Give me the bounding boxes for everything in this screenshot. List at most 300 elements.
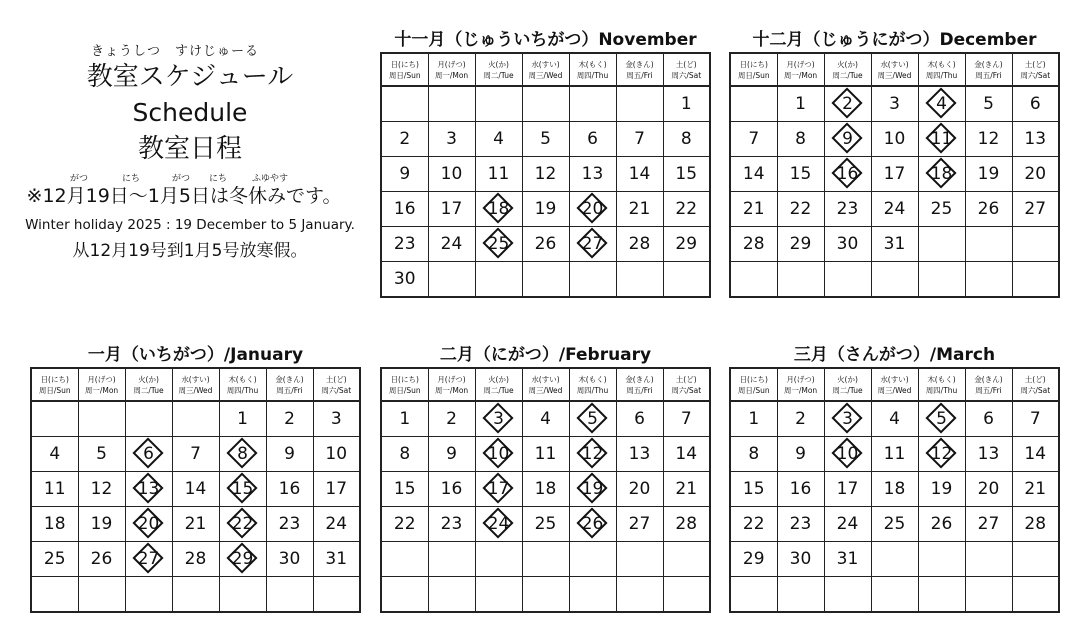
ruby-nichi-1: にち <box>122 174 141 184</box>
day-cell <box>871 86 918 122</box>
day-cell <box>616 437 663 472</box>
day-number: 6 <box>587 129 598 149</box>
empty-cell <box>31 577 78 613</box>
day-cell <box>824 542 871 577</box>
day-cell <box>616 401 663 437</box>
weekday-name: 火(か) <box>488 374 509 384</box>
empty-cell <box>616 577 663 613</box>
day-number: 28 <box>675 514 698 534</box>
empty-cell <box>1012 227 1059 262</box>
day-number: 20 <box>137 514 160 534</box>
week-row <box>730 157 1059 192</box>
day-number: 11 <box>534 444 557 464</box>
day-cell <box>663 437 710 472</box>
day-number: 16 <box>440 479 463 499</box>
day-number: 3 <box>889 94 900 114</box>
day-number: 16 <box>836 164 859 184</box>
day-number: 22 <box>675 199 698 219</box>
day-cell <box>31 542 78 577</box>
empty-cell <box>918 262 965 298</box>
weekday-name: 金(きん) <box>974 59 1003 69</box>
week-row <box>31 472 360 507</box>
week-row <box>31 507 360 542</box>
empty-cell <box>428 262 475 298</box>
weekday-header <box>172 368 219 401</box>
weekday-header-row <box>730 368 1059 401</box>
weekday-name-translation: 周二/Tue <box>483 385 514 395</box>
day-cell <box>569 507 616 542</box>
weekday-header <box>522 368 569 401</box>
day-cell <box>381 122 428 157</box>
day-cell <box>522 401 569 437</box>
day-cell <box>475 437 522 472</box>
weekday-name-translation: 周二/Tue <box>832 70 863 80</box>
weekday-name-translation: 周五/Fri <box>626 70 653 80</box>
day-number: 5 <box>540 129 551 149</box>
weekday-name-translation: 周六/Sat <box>671 385 702 395</box>
day-cell <box>31 437 78 472</box>
empty-cell <box>965 542 1012 577</box>
day-number: 13 <box>1024 129 1047 149</box>
day-cell <box>663 507 710 542</box>
weekday-name: 水(すい) <box>880 374 909 384</box>
day-cell <box>918 507 965 542</box>
day-number: 26 <box>534 234 557 254</box>
day-cell <box>965 157 1012 192</box>
day-cell <box>616 192 663 227</box>
day-cell <box>569 192 616 227</box>
day-cell <box>616 227 663 262</box>
day-cell <box>824 122 871 157</box>
empty-cell <box>663 542 710 577</box>
day-cell <box>824 227 871 262</box>
empty-cell <box>125 401 172 437</box>
empty-cell <box>125 577 172 613</box>
calendar-december <box>729 28 1060 298</box>
empty-cell <box>428 542 475 577</box>
day-number: 2 <box>842 94 853 114</box>
weekday-name-translation: 周六/Sat <box>1020 70 1051 80</box>
day-cell <box>730 192 777 227</box>
day-number: 9 <box>795 444 806 464</box>
day-number: 21 <box>628 199 651 219</box>
day-number: 17 <box>883 164 906 184</box>
day-number: 1 <box>748 409 760 429</box>
day-number: 7 <box>1029 409 1041 429</box>
weekday-header <box>1012 368 1059 401</box>
empty-cell <box>871 262 918 298</box>
week-row <box>381 437 710 472</box>
day-cell <box>78 542 125 577</box>
day-cell <box>219 401 266 437</box>
weekday-name: 日(にち) <box>40 374 69 384</box>
day-number: 9 <box>399 164 411 184</box>
day-number: 8 <box>748 444 760 464</box>
weekday-name-translation: 周三/Wed <box>877 70 912 80</box>
day-number: 15 <box>742 479 765 499</box>
day-number: 23 <box>393 234 416 254</box>
week-row <box>31 542 360 577</box>
day-cell <box>663 157 710 192</box>
weekday-name: 金(きん) <box>625 59 654 69</box>
weekday-name-translation: 周三/Wed <box>877 385 912 395</box>
weekday-name-translation: 周日/Sun <box>737 385 770 395</box>
day-number: 5 <box>96 444 107 464</box>
day-number: 10 <box>325 444 348 464</box>
day-number: 6 <box>143 444 154 464</box>
title-english: Schedule <box>132 98 248 127</box>
weekday-name-translation: 周六/Sat <box>1020 385 1051 395</box>
weekday-header <box>125 368 172 401</box>
day-number: 17 <box>440 199 463 219</box>
day-number: 26 <box>90 549 113 569</box>
day-number: 29 <box>675 234 698 254</box>
day-cell <box>381 401 428 437</box>
day-number: 31 <box>883 234 906 254</box>
weekday-name-translation: 周二/Tue <box>832 385 863 395</box>
weekday-name-translation: 周二/Tue <box>483 70 514 80</box>
empty-cell <box>616 262 663 298</box>
empty-cell <box>1012 262 1059 298</box>
empty-cell <box>78 577 125 613</box>
day-number: 21 <box>675 479 698 499</box>
weekday-name: 木(もく) <box>927 59 956 69</box>
empty-cell <box>871 542 918 577</box>
day-number: 5 <box>983 94 994 114</box>
day-number: 2 <box>795 409 806 429</box>
day-cell <box>824 192 871 227</box>
day-number: 24 <box>836 514 859 534</box>
day-number: 23 <box>789 514 812 534</box>
day-number: 23 <box>278 514 301 534</box>
weekday-name: 土(ど) <box>325 374 347 384</box>
day-cell <box>172 437 219 472</box>
weekday-name: 土(ど) <box>1024 374 1046 384</box>
month-grid <box>729 367 1060 613</box>
empty-cell <box>965 227 1012 262</box>
day-number: 1 <box>795 94 806 114</box>
day-number: 4 <box>493 129 504 149</box>
day-number: 6 <box>634 409 645 429</box>
day-number: 3 <box>493 409 504 429</box>
empty-cell <box>381 86 428 122</box>
day-cell <box>965 122 1012 157</box>
day-cell <box>730 507 777 542</box>
day-cell <box>824 507 871 542</box>
day-cell <box>1012 507 1059 542</box>
empty-cell <box>1012 577 1059 613</box>
day-cell <box>266 542 313 577</box>
weekday-name: 木(もく) <box>578 59 607 69</box>
day-number: 20 <box>1024 164 1047 184</box>
weekday-name: 火(か) <box>488 59 509 69</box>
day-number: 11 <box>883 444 906 464</box>
day-number: 12 <box>977 129 1000 149</box>
empty-cell <box>824 577 871 613</box>
weekday-name: 月(げつ) <box>87 374 116 384</box>
weekday-header <box>824 53 871 86</box>
day-cell <box>522 472 569 507</box>
weekday-name-translation: 周三/Wed <box>178 385 213 395</box>
weekday-name-translation: 周五/Fri <box>975 70 1002 80</box>
day-cell <box>663 192 710 227</box>
day-number: 2 <box>284 409 295 429</box>
day-cell <box>1012 157 1059 192</box>
month-title: 二月（にがつ）/February <box>439 345 652 365</box>
weekday-name-translation: 周一/Mon <box>783 70 818 80</box>
weekday-name: 月(げつ) <box>437 374 466 384</box>
day-number: 26 <box>581 514 604 534</box>
day-cell <box>663 401 710 437</box>
day-number: 14 <box>628 164 651 184</box>
title-ruby: きょうしつ すけじゅーる <box>90 44 259 59</box>
day-cell <box>1012 472 1059 507</box>
day-cell <box>522 507 569 542</box>
empty-cell <box>730 262 777 298</box>
empty-cell <box>777 577 824 613</box>
empty-cell <box>616 86 663 122</box>
weekday-name-translation: 周六/Sat <box>321 385 352 395</box>
day-cell <box>172 472 219 507</box>
day-cell <box>730 437 777 472</box>
day-cell <box>78 437 125 472</box>
weekday-name: 月(げつ) <box>786 59 815 69</box>
day-cell <box>730 227 777 262</box>
weekday-name: 水(すい) <box>181 374 210 384</box>
day-cell <box>824 472 871 507</box>
day-cell <box>777 157 824 192</box>
empty-cell <box>569 542 616 577</box>
empty-cell <box>381 542 428 577</box>
week-row <box>730 86 1059 122</box>
day-cell <box>616 157 663 192</box>
day-cell <box>428 157 475 192</box>
day-number: 15 <box>675 164 698 184</box>
week-row <box>381 157 710 192</box>
weekday-name-translation: 周一/Mon <box>434 70 469 80</box>
day-cell <box>475 507 522 542</box>
day-number: 22 <box>393 514 416 534</box>
day-number: 27 <box>977 514 1000 534</box>
day-number: 19 <box>90 514 113 534</box>
day-cell <box>428 192 475 227</box>
weekday-name: 火(か) <box>837 374 858 384</box>
day-number: 13 <box>628 444 651 464</box>
weekday-name-translation: 周三/Wed <box>528 385 563 395</box>
day-number: 30 <box>393 269 416 289</box>
day-cell <box>266 437 313 472</box>
empty-cell <box>569 262 616 298</box>
day-cell <box>428 437 475 472</box>
day-cell <box>730 542 777 577</box>
empty-cell <box>730 577 777 613</box>
day-cell <box>918 192 965 227</box>
empty-cell <box>475 262 522 298</box>
day-cell <box>381 472 428 507</box>
day-number: 13 <box>137 479 160 499</box>
day-cell <box>1012 192 1059 227</box>
empty-cell <box>172 577 219 613</box>
day-cell <box>569 157 616 192</box>
day-number: 21 <box>184 514 207 534</box>
day-number: 4 <box>936 94 947 114</box>
weekday-header <box>965 368 1012 401</box>
week-row <box>381 227 710 262</box>
weekday-header <box>475 53 522 86</box>
weekday-name: 土(ど) <box>675 374 697 384</box>
day-number: 23 <box>440 514 463 534</box>
weekday-name: 金(きん) <box>974 374 1003 384</box>
weekday-header <box>428 368 475 401</box>
day-cell <box>918 157 965 192</box>
weekday-name-translation: 周四/Thu <box>576 70 609 80</box>
weekday-name-translation: 周一/Mon <box>434 385 469 395</box>
ruby-nichi-2: にち <box>209 174 228 184</box>
weekday-header <box>663 368 710 401</box>
empty-cell <box>219 577 266 613</box>
day-cell <box>616 507 663 542</box>
weekday-name-translation: 周日/Sun <box>38 385 71 395</box>
week-row <box>730 472 1059 507</box>
day-cell <box>428 401 475 437</box>
day-cell <box>569 437 616 472</box>
day-cell <box>475 122 522 157</box>
day-number: 20 <box>628 479 651 499</box>
weekday-name: 土(ど) <box>1024 59 1046 69</box>
day-number: 14 <box>184 479 207 499</box>
day-cell <box>569 122 616 157</box>
day-number: 11 <box>43 479 66 499</box>
day-cell <box>965 192 1012 227</box>
title-japanese: 教室スケジュール <box>86 62 294 92</box>
day-cell <box>522 192 569 227</box>
week-row <box>381 401 710 437</box>
day-number: 24 <box>325 514 348 534</box>
empty-cell <box>616 542 663 577</box>
day-cell <box>1012 401 1059 437</box>
day-number: 15 <box>231 479 254 499</box>
day-number: 12 <box>90 479 113 499</box>
day-cell <box>522 437 569 472</box>
weekday-header <box>918 53 965 86</box>
day-number: 20 <box>581 199 604 219</box>
weekday-name: 日(にち) <box>390 374 419 384</box>
day-number: 25 <box>883 514 906 534</box>
day-cell <box>918 437 965 472</box>
day-number: 18 <box>883 479 906 499</box>
week-row <box>730 577 1059 613</box>
day-number: 24 <box>883 199 906 219</box>
weekday-name: 火(か) <box>138 374 159 384</box>
day-cell <box>965 472 1012 507</box>
week-row <box>381 507 710 542</box>
empty-cell <box>522 542 569 577</box>
day-number: 3 <box>842 409 853 429</box>
weekday-header <box>31 368 78 401</box>
day-number: 22 <box>231 514 254 534</box>
day-cell <box>777 507 824 542</box>
day-cell <box>381 192 428 227</box>
day-cell <box>381 507 428 542</box>
day-number: 5 <box>936 409 947 429</box>
day-cell <box>428 227 475 262</box>
weekday-name-translation: 周六/Sat <box>671 70 702 80</box>
weekday-name-translation: 周日/Sun <box>388 385 421 395</box>
day-number: 19 <box>977 164 1000 184</box>
week-row <box>730 122 1059 157</box>
day-cell <box>266 472 313 507</box>
weekday-header <box>266 368 313 401</box>
day-number: 10 <box>440 164 463 184</box>
weekday-name-translation: 周四/Thu <box>226 385 259 395</box>
empty-cell <box>522 262 569 298</box>
empty-cell <box>918 542 965 577</box>
day-number: 24 <box>487 514 510 534</box>
day-number: 20 <box>977 479 1000 499</box>
empty-cell <box>475 577 522 613</box>
day-cell <box>475 192 522 227</box>
day-cell <box>125 472 172 507</box>
day-cell <box>125 542 172 577</box>
day-number: 22 <box>742 514 765 534</box>
weekday-name-translation: 周四/Thu <box>925 70 958 80</box>
day-cell <box>219 437 266 472</box>
weekday-name: 木(もく) <box>228 374 257 384</box>
calendar-november <box>380 28 711 298</box>
empty-cell <box>871 577 918 613</box>
day-number: 14 <box>742 164 765 184</box>
weekday-name-translation: 周二/Tue <box>133 385 164 395</box>
day-cell <box>777 227 824 262</box>
day-number: 17 <box>487 479 510 499</box>
day-cell <box>1012 86 1059 122</box>
day-number: 19 <box>581 479 604 499</box>
day-number: 16 <box>789 479 812 499</box>
day-cell <box>777 192 824 227</box>
empty-cell <box>428 577 475 613</box>
day-cell <box>824 401 871 437</box>
weekday-header <box>78 368 125 401</box>
day-number: 26 <box>977 199 1000 219</box>
day-number: 10 <box>487 444 510 464</box>
empty-cell <box>663 577 710 613</box>
day-cell <box>1012 122 1059 157</box>
empty-cell <box>381 577 428 613</box>
title-chinese: 教室日程 <box>137 134 242 164</box>
weekday-name: 木(もく) <box>927 374 956 384</box>
weekday-name-translation: 周四/Thu <box>576 385 609 395</box>
empty-cell <box>569 86 616 122</box>
weekday-name-translation: 周三/Wed <box>528 70 563 80</box>
day-number: 16 <box>278 479 301 499</box>
day-number: 8 <box>680 129 692 149</box>
day-cell <box>475 227 522 262</box>
weekday-name: 月(げつ) <box>786 374 815 384</box>
day-cell <box>219 472 266 507</box>
day-number: 31 <box>325 549 348 569</box>
day-number: 22 <box>789 199 812 219</box>
day-number: 16 <box>393 199 416 219</box>
day-cell <box>522 122 569 157</box>
week-row <box>31 577 360 613</box>
ruby-gatsu-1: がつ <box>70 174 89 184</box>
day-cell <box>31 472 78 507</box>
day-cell <box>266 401 313 437</box>
day-number: 27 <box>1024 199 1047 219</box>
weekday-name-translation: 周五/Fri <box>975 385 1002 395</box>
day-cell <box>172 507 219 542</box>
weekday-header-row <box>381 368 710 401</box>
